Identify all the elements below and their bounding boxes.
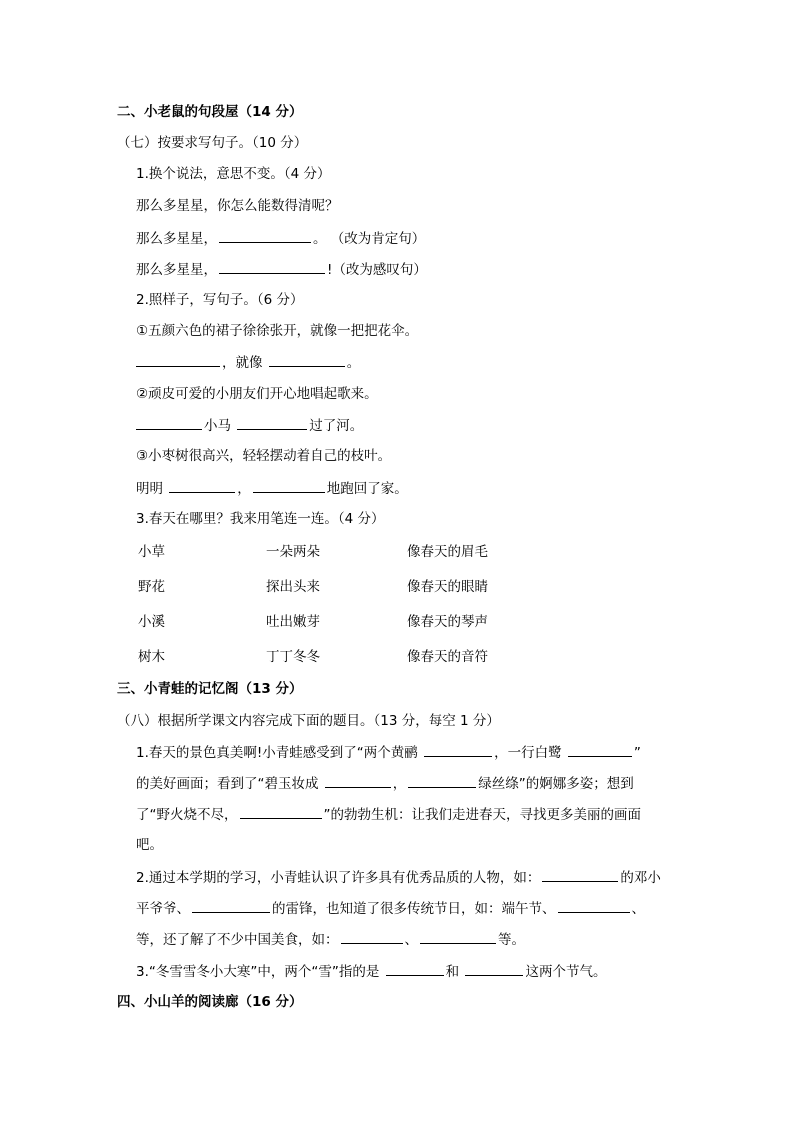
text: 等，还了解了不少中国美食，如： [136,932,339,948]
q8-header: （八）根据所学课文内容完成下面的题目。（13 分，每空 1 分） [117,713,500,729]
example-3: ③小枣树很高兴，轻轻摆动着自己的枝叶。 [136,448,392,464]
example-1: ①五颜六色的裙子徐徐张开，就像一把把花伞。 [136,323,419,339]
text: ” [633,745,641,761]
answer-blank[interactable] [542,867,618,882]
text: 这两个节气。 [525,964,607,980]
answer-blank[interactable] [169,478,235,493]
q8-part1-line3 [136,804,641,825]
text: 3.“冬雪雪冬小大寒”中，两个“雪”指的是 [136,964,380,980]
answer-blank[interactable] [136,352,220,367]
q8-part3 [136,961,606,982]
answer-blank[interactable] [424,742,492,757]
answer-blank[interactable] [136,415,202,430]
text: ，一行白鹭 [494,745,562,761]
example-2-answer [136,415,363,436]
match-left-item[interactable]: 野花 [138,579,165,595]
text: 了“野火烧不尽， [136,807,238,823]
answer-blank[interactable] [386,961,444,976]
answer-blank[interactable] [465,961,523,976]
text: 的美好画面；看到了“碧玉妆成 [136,776,319,792]
match-middle-item[interactable]: 吐出嫩芽 [266,614,320,630]
answer-blank[interactable] [568,742,632,757]
text: 、 [631,901,645,917]
example-1-answer [136,352,360,373]
prefix-text: 那么多星星， [136,231,217,247]
text: 的邓小 [620,870,661,886]
match-middle-item[interactable]: 探出头来 [266,579,320,595]
section-2-title: 二、小老鼠的句段屋（14 分） [117,104,303,120]
mid-text: 小马 [204,418,231,434]
text: 平爷爷、 [136,901,190,917]
answer-blank[interactable] [192,898,270,913]
q7-part1-answer-b [136,259,427,280]
suffix-text: !（改为感叹句） [327,262,427,278]
end-text: 过了河。 [309,418,364,434]
suffix-text: 。 （改为肯定句） [313,231,426,247]
section-3-title: 三、小青蛙的记忆阁（13 分） [117,681,303,697]
answer-blank[interactable] [253,478,325,493]
match-right-item[interactable]: 像春天的音符 [407,649,488,665]
answer-blank[interactable] [219,228,311,243]
answer-blank[interactable] [558,898,630,913]
text: 1.春天的景色真美啊!小青蛙感受到了“两个黄鹂 [136,745,418,761]
text: 等。 [498,932,525,948]
answer-blank[interactable] [341,929,403,944]
q7-part2-title: 2.照样子，写句子。（6 分） [136,292,304,308]
text: ， [392,776,407,792]
end-text: 。 [346,355,361,371]
match-right-item[interactable]: 像春天的琴声 [407,614,488,630]
match-right-item[interactable]: 像春天的眼睛 [407,579,488,595]
q7-header: （七）按要求写句子。（10 分） [117,135,308,151]
text: 的雷锋，也知道了很多传统节日，如：端午节、 [272,901,556,917]
match-middle-item[interactable]: 一朵两朵 [266,544,320,560]
q7-part1-title: 1.换个说法，意思不变。（4 分） [136,166,331,182]
q8-part2-line3 [136,929,525,950]
text: 和 [445,964,460,980]
match-right-item[interactable]: 像春天的眉毛 [407,544,488,560]
answer-blank[interactable] [420,929,496,944]
answer-blank[interactable] [269,352,345,367]
text: ”的勃勃生机：让我们走进春天，寻找更多美丽的画面 [323,807,641,823]
answer-blank[interactable] [219,259,325,274]
q8-part1-line4: 吧。 [136,837,163,853]
start-text: 明明 [136,481,163,497]
q8-part2-line1 [136,867,661,888]
end-text: 地跑回了家。 [326,481,408,497]
q7-part1-answer-a [136,228,425,249]
answer-blank[interactable] [408,773,476,788]
prefix-text: 那么多星星， [136,262,217,278]
text: 、 [404,932,418,948]
q7-part3-title: 3.春天在哪里？我来用笔连一连。（4 分） [136,511,385,527]
match-left-item[interactable]: 树木 [138,649,165,665]
mid-text: ， [237,481,251,497]
match-left-item[interactable]: 小溪 [138,614,165,630]
example-2: ②顽皮可爱的小朋友们开心地唱起歌来。 [136,386,378,402]
example-3-answer [136,478,408,499]
match-middle-item[interactable]: 丁丁冬冬 [266,649,320,665]
q7-part1-sentence: 那么多星星，你怎么能数得清呢？ [136,198,339,214]
text: 2.通过本学期的学习，小青蛙认识了许多具有优秀品质的人物，如： [136,870,541,886]
answer-blank[interactable] [240,804,322,819]
q8-part1-line1 [136,742,641,763]
q8-part1-line2 [136,773,634,794]
answer-blank[interactable] [237,415,307,430]
text: 绿丝绦”的婀娜多姿；想到 [478,776,634,792]
match-left-item[interactable]: 小草 [138,544,165,560]
answer-blank[interactable] [325,773,391,788]
section-4-title: 四、小山羊的阅读廊（16 分） [117,994,303,1010]
q8-part2-line2 [136,898,645,919]
mid-text: ，就像 [222,355,263,371]
